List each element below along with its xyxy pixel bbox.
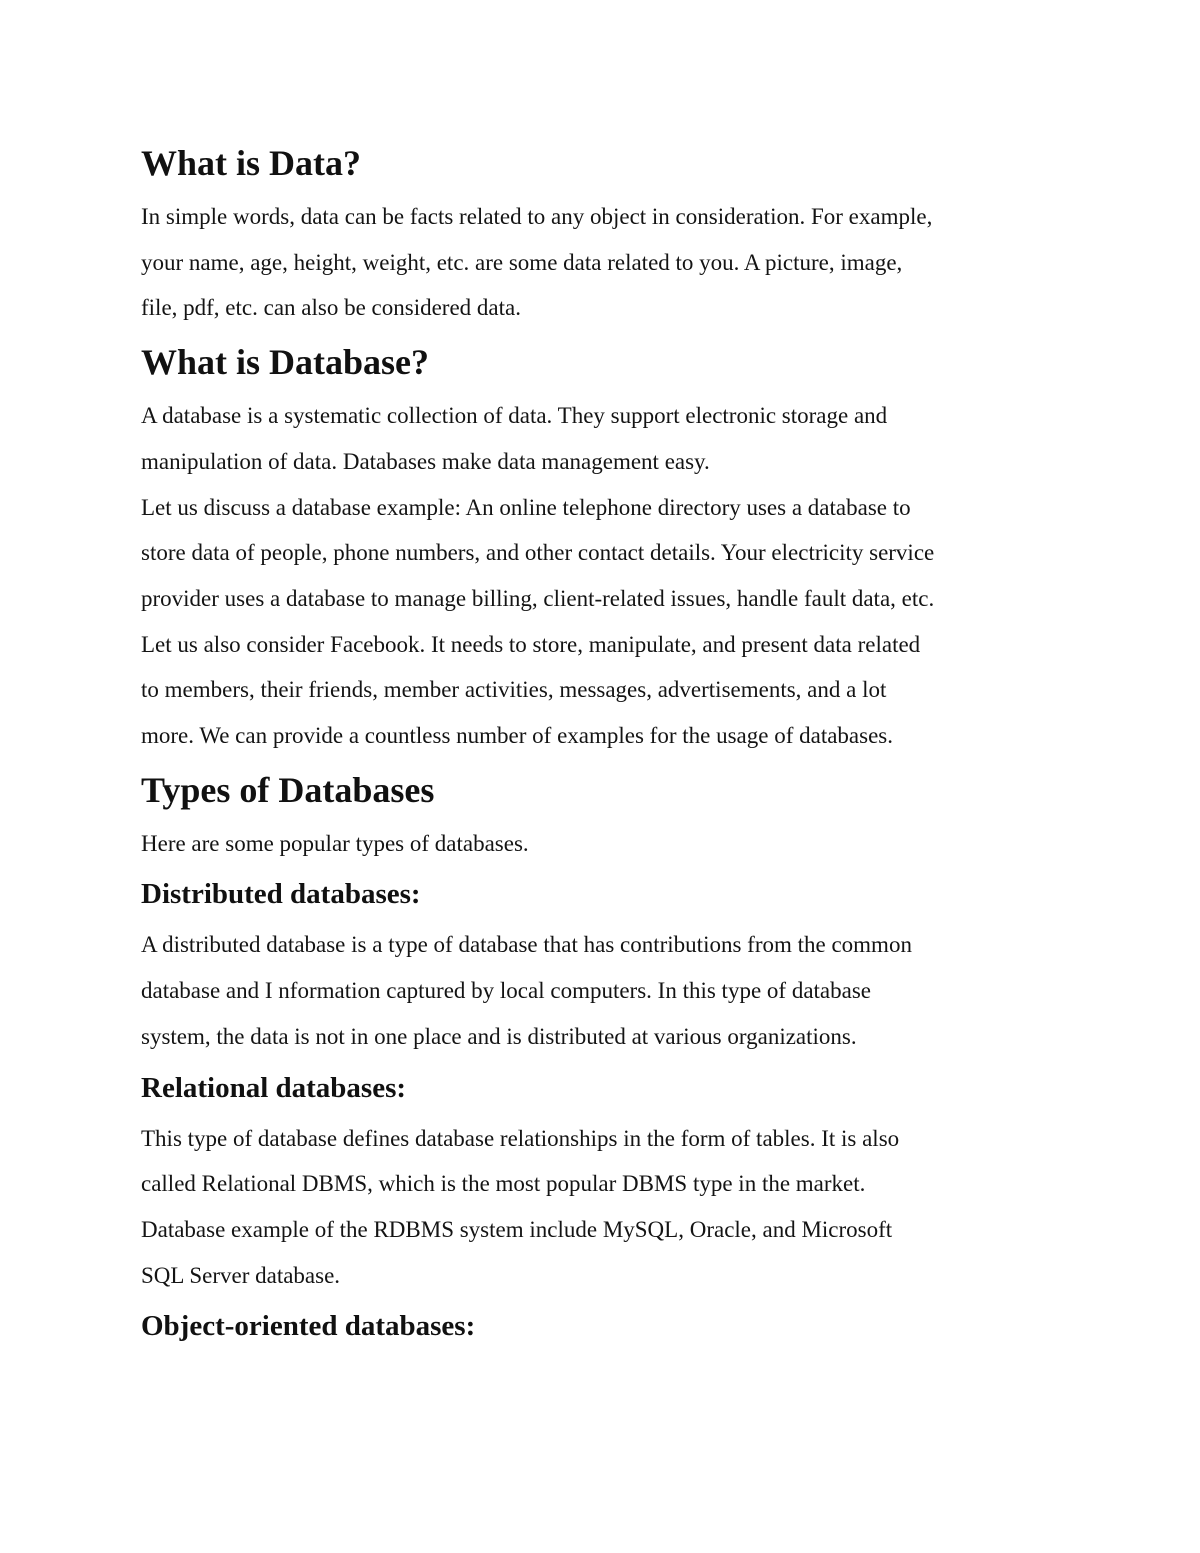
- heading-what-is-data: What is Data?: [141, 143, 362, 183]
- heading-object-oriented-databases: Object-oriented databases:: [141, 1310, 476, 1343]
- text-line: your name, age, height, weight, etc. are some data related to you. A picture, image,: [141, 249, 903, 275]
- paragraph-distributed-databases: [141, 922, 1071, 1059]
- text-line: store data of people, phone numbers, and other contact details. Your electricity service: [141, 540, 935, 566]
- text-line: In simple words, data can be facts related to any object in consideration. For example,: [141, 204, 933, 229]
- text-line: Let us discuss a database example: An online telephone directory uses a database to: [141, 494, 911, 520]
- heading-relational-databases: Relational databases:: [141, 1071, 407, 1104]
- heading-what-is-database: What is Database?: [141, 342, 430, 383]
- document-page: [141, 138, 1071, 1354]
- text-line: called Relational DBMS, which is the most popular DBMS type in the market.: [141, 1171, 866, 1197]
- paragraph-what-is-data: [141, 194, 1071, 331]
- paragraph-relational-databases: [141, 1116, 1071, 1299]
- paragraph-types-of-databases: [141, 821, 1071, 867]
- text-line: to members, their friends, member activities, messages, advertisements, and a lot: [141, 677, 887, 703]
- text-line: database and I nformation captured by local computers. In this type of database: [141, 978, 871, 1004]
- text-line: This type of database defines database relationships in the form of tables. It is also: [141, 1125, 900, 1151]
- text-line: Here are some popular types of databases.: [141, 830, 529, 856]
- text-line: A distributed database is a type of database that has contributions from the common: [141, 932, 912, 958]
- text-line: provider uses a database to manage billing, client-related issues, handle fault data, etc.: [141, 585, 935, 611]
- text-line: file, pdf, etc. can also be considered data.: [141, 295, 521, 321]
- text-line: more. We can provide a countless number of examples for the usage of databases.: [141, 723, 893, 749]
- text-line: Let us also consider Facebook. It needs to store, manipulate, and present data related: [141, 631, 921, 657]
- text-line: Database example of the RDBMS system include MySQL, Oracle, and Microsoft: [141, 1216, 893, 1242]
- text-line: manipulation of data. Databases make data management easy.: [141, 448, 710, 474]
- text-line: A database is a systematic collection of data. They support electronic storage and: [141, 403, 888, 429]
- paragraph-what-is-database: [141, 393, 1071, 759]
- heading-distributed-databases: Distributed databases:: [141, 878, 421, 911]
- text-line: system, the data is not in one place and is distributed at various organizations.: [141, 1023, 857, 1049]
- heading-types-of-databases: Types of Databases: [141, 769, 435, 810]
- text-line: SQL Server database.: [141, 1262, 341, 1288]
